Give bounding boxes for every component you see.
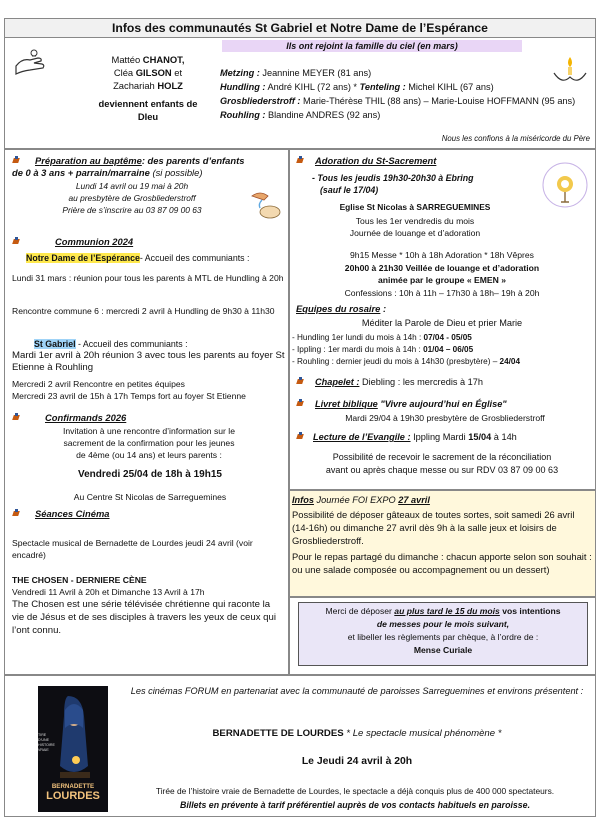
baptism-prep-section — [12, 155, 282, 179]
confirmands-place: Au Centre St Nicolas de Sarreguemines — [73, 492, 227, 502]
rosary-rouhling: - Rouhling : dernier jeudi du mois à 14h30 (presbytère) – 24/04 — [292, 357, 521, 366]
chapelet-line: Chapelet : Diebling : les mercredis à 17h — [296, 377, 483, 389]
poster-title — [38, 783, 108, 802]
baptism-name-1: Mattéo CHANOT, — [111, 54, 185, 65]
confirmands-text — [24, 425, 274, 461]
intentions-line-4: Mense Curiale — [413, 645, 473, 655]
chosen-description: The Chosen est une série télévisée chrétienne qui raconte la vie de Jésus et de ses disciples à travers les yeux de ceux qui l’ont connu. — [12, 599, 276, 636]
bullet-icon — [296, 432, 305, 441]
reconciliation-line-2: avant ou après chaque messe ou sur RDV 03 87 09 00 63 — [325, 465, 559, 475]
communion-sg-line-3: Mercredi 23 avril de 15h à 17h Temps fort au foyer St Etienne — [12, 391, 246, 401]
bernadette-date: Le Jeudi 24 avril à 20h — [301, 756, 413, 767]
baptism-prep-details — [12, 180, 252, 216]
adoration-ebring — [312, 172, 532, 196]
confirmands-line-3: de 4ème (ou 14 ans) et leurs parents : — [76, 450, 222, 460]
reconciliation-line-1: Possibilité de recevoir le sacrement de la réconciliation — [332, 452, 552, 462]
communion-nd-line-2: Rencontre commune 6 : mercredi 2 avril à Hundling de 9h30 à 11h30 — [12, 306, 275, 316]
candle-hands-icon — [548, 55, 592, 87]
intentions-line-1: Merci de déposer au plus tard le 15 du mois vos intentions — [325, 606, 561, 616]
bernadette-intro: Les cinémas FORUM en partenariat avec la communauté de paroisses Sarreguemines et environs présentent : — [130, 686, 584, 696]
deaths-list — [220, 66, 594, 122]
adoration-line-3: Tous les 1er vendredis du mois — [355, 216, 475, 226]
baptism-hand-icon — [12, 44, 52, 84]
baptism-name-2: Cléa GILSON et — [113, 67, 183, 78]
death-line-2: Hundling : André KIHL (72 ans) * Tenteling : Michel KIHL (67 ans) — [220, 82, 494, 92]
bullet-icon — [12, 156, 21, 165]
communion-sg-header: St Gabriel - Accueil des communiants : — [34, 339, 188, 349]
rosary-title-line: Equipes du rosaire : — [296, 303, 387, 314]
confirmands-title-line: Confirmands 2026 — [12, 412, 126, 424]
death-line-1: Metzing : Jeannine MEYER (81 ans) — [220, 68, 372, 78]
adoration-title-line: Adoration du St-Sacrement — [296, 155, 436, 167]
bullet-icon — [12, 413, 21, 422]
bullet-icon — [12, 237, 21, 246]
death-line-4: Rouhling : Blandine ANDRES (92 ans) — [220, 110, 381, 120]
communion-nd-header: Notre Dame de l’Espérance- Accueil des communiants : — [26, 253, 250, 263]
baptism-god: DIeu — [137, 111, 159, 122]
bernadette-title-line: BERNADETTE DE LOURDES * Le spectacle musical phénomène * — [212, 728, 502, 739]
foi-expo-title: Infos Journée FOI EXPO 27 avril — [292, 495, 430, 505]
rosary-schedule — [292, 332, 594, 368]
confirmands-line-1: Invitation à une rencontre d’information sur le — [63, 426, 235, 436]
communion-nd-line-1: Lundi 31 mars : réunion pour tous les parents à MTL de Hundling à 20h — [12, 273, 284, 283]
baptism-prep-date: Lundi 14 avril ou 19 mai à 20h — [75, 181, 189, 191]
bullet-icon — [12, 509, 21, 518]
rosary-hundling: - Hundling 1er lundi du mois à 14h : 07/04 - 05/05 — [292, 333, 472, 342]
adoration-line-2: (sauf le 17/04) — [320, 185, 379, 195]
adoration-church: Eglise St Nicolas à SARREGUEMINES — [339, 202, 491, 212]
baptism-shell-icon — [248, 188, 284, 220]
communion-title-line: Communion 2024 — [12, 236, 133, 248]
poster-tagline: TIRE D’UNE HISTOIRE VRAIE — [38, 733, 55, 752]
adoration-logo-icon — [540, 160, 590, 210]
rosary-line-1: Méditer la Parole de Dieu et prier Marie — [361, 318, 523, 328]
adoration-line-5: 9h15 Messe * 10h à 18h Adoration * 18h Vêpres — [350, 250, 534, 260]
bernadette-description: Tirée de l’histoire vraie de Bernadette de Lourdes, le spectacle a déjà conquis plus de 400 000 spectateurs. — [155, 786, 555, 796]
adoration-line-4: Journée de louange et d’adoration — [349, 228, 481, 238]
baptism-names — [78, 53, 218, 123]
foi-expo-text-1: Possibilité de déposer gâteaux de toutes sortes, soit samedi 26 avril (14-16h) ou dimanche 27 avril dès 9h à la salle jeux et loisirs de Grosbliederstroff. — [292, 509, 575, 546]
baptism-prep-register: Prière de s’inscrire au 03 87 09 00 63 — [62, 205, 202, 215]
livret-date: Mardi 29/04 à 19h30 presbytère de Grosbliederstroff — [345, 413, 545, 423]
bullet-icon — [296, 377, 305, 386]
communion-sg-line-1: Mardi 1er avril à 20h réunion 3 avec tous les parents au foyer St Etienne à Rouhling — [12, 350, 285, 373]
baptism-name-3: Zachariah HOLZ — [113, 80, 183, 91]
baptism-become: deviennent enfants de — [98, 98, 198, 109]
confirmands-date: Vendredi 25/04 de 18h à 19h15 — [78, 469, 222, 480]
baptism-prep-ages: de 0 à 3 ans + parrain/marraine (si possible) — [12, 167, 203, 178]
adoration-line-1: - Tous les jeudis 19h30-20h30 à Ebring — [312, 173, 474, 183]
adoration-schedule — [292, 249, 592, 299]
adoration-line-6: 20h00 à 21h30 Veillée de louange et d’adoration — [344, 262, 540, 273]
poster-title-2: LOURDES — [46, 790, 100, 802]
deaths-header: Ils ont rejoint la famille du ciel (en mars) — [222, 40, 522, 52]
foi-expo-text-2: Pour le repas partagé du dimanche : chacun apporte selon son souhait : ou une salade composée ou accompagnement ou un dessert) — [292, 551, 592, 575]
adoration-line-8: Confessions : 10h à 11h – 17h30 à 18h– 19h à 20h — [344, 287, 540, 298]
confirmands-line-2: sacrement de la confirmation pour les jeunes — [63, 438, 235, 448]
reconciliation-text — [292, 451, 592, 477]
bullet-icon — [296, 156, 305, 165]
death-line-3: Grosbliederstroff : Marie-Thérèse THIL (88 ans) – Marie-Louise HOFFMANN (95 ans) — [220, 96, 576, 106]
bernadette-tickets: Billets en prévente à tarif préférentiel auprès de vos contacts habituels en paroisse. — [179, 800, 531, 810]
poster-title-1: BERNADETTE — [51, 783, 95, 790]
adoration-first-friday — [300, 215, 530, 239]
rosary-ippling: - Ippling : 1er mardi du mois à 14h : 01/04 – 06/05 — [292, 345, 474, 354]
livret-title-line: Livret biblique "Vivre aujourd’hui en Église" — [296, 399, 507, 411]
page-title: Infos des communautés St Gabriel et Notre Dame de l’Espérance — [4, 18, 596, 38]
cinema-title-line: Séances Cinéma — [12, 508, 110, 520]
communion-sg-line-2: Mercredi 2 avril Rencontre en petites équipes — [12, 379, 185, 389]
intentions-line-3: et libeller les règlements par chèque, à l’ordre de : — [347, 632, 539, 642]
intentions-text — [298, 605, 588, 657]
evangile-title-line: Lecture de l’Evangile : Ippling Mardi 15/04 à 14h — [296, 432, 517, 444]
baptism-prep-title-line: Préparation au baptême: des parents d’enfants — [12, 155, 282, 167]
intentions-line-2: de messes pour le mois suivant, — [376, 619, 510, 629]
baptism-prep-place: au presbytère de Grosbliederstroff — [68, 193, 196, 203]
cinema-bernadette-line: Spectacle musical de Bernadette de Lourdes jeudi 24 avril (voir encadré) — [12, 538, 253, 560]
deaths-footer: Nous les confions à la miséricorde du Père — [441, 134, 590, 143]
adoration-line-7: animée par le groupe « EMEN » — [378, 275, 506, 285]
bullet-icon — [296, 399, 305, 408]
chosen-title: THE CHOSEN - DERNIERE CÈNE — [12, 575, 147, 585]
chosen-dates: Vendredi 11 Avril à 20h et Dimanche 13 Avril à 17h — [12, 587, 205, 597]
